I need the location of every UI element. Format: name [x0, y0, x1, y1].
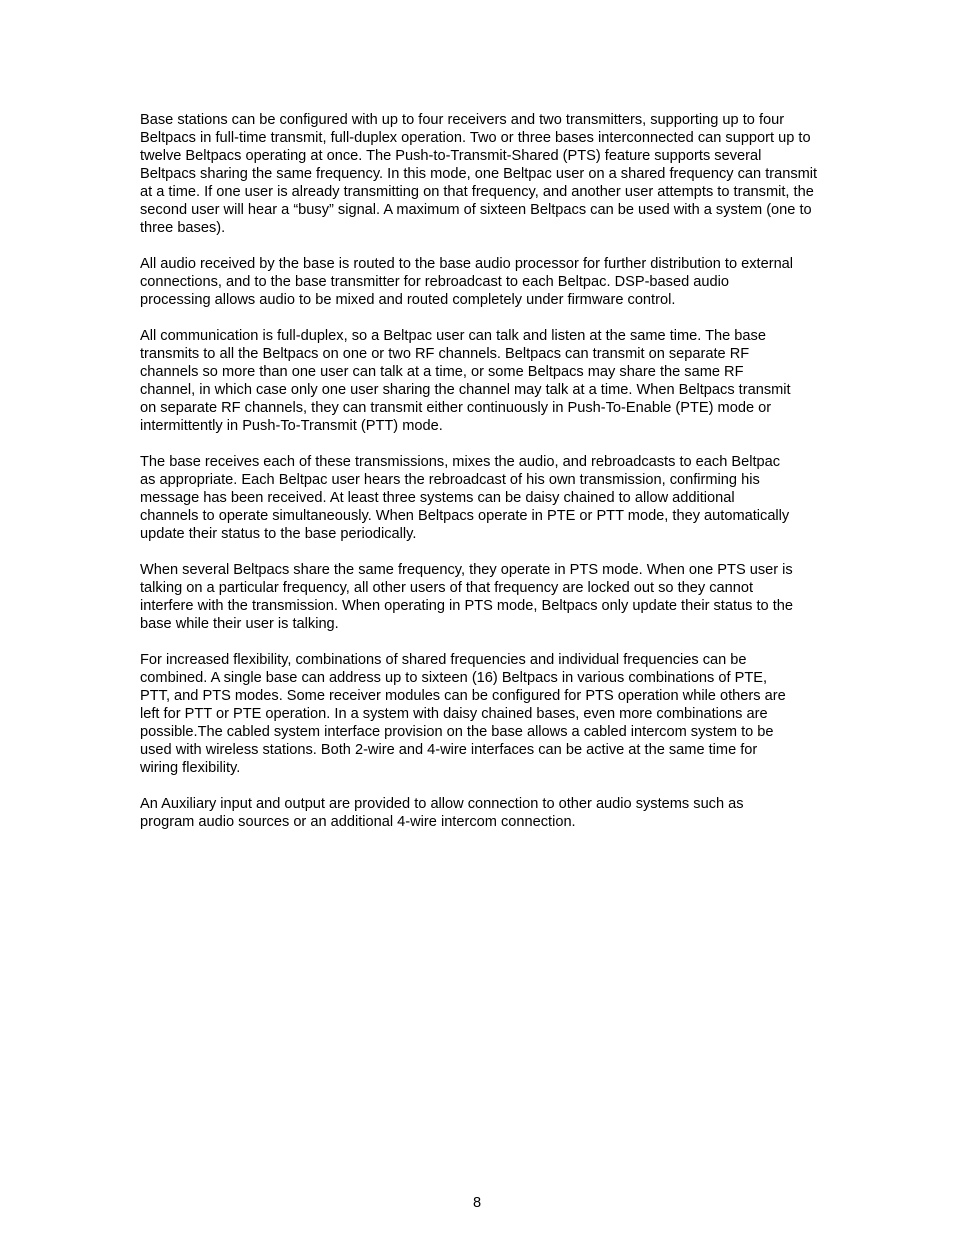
- paragraph-rebroadcast: The base receives each of these transmissions, mixes the audio, and rebroadcasts to each Beltpac as appropriate. Each Beltpac user hears the rebroadcast of his own transmission, confirming his message has been received. At least three systems can be daisy chained to allow additional channels to operate simultaneously. When Beltpacs operate in PTE or PTT mode, they automatically update their status to the base periodically.: [140, 454, 790, 542]
- paragraph-flexibility: For increased flexibility, combinations of shared frequencies and individual frequencies can be combined. A single base can address up to sixteen (16) Beltpacs in various combinations of PTE, PTT, and PTS modes. Some receiver modules can be configured for PTS operation while others are left for PTT or PTE operation. In a system with daisy chained bases, even more combinations are possible.The cabled system interface provision on the base allows a cabled intercom system to be used with wireless stations. Both 2-wire and 4-wire interfaces can be active at the same time for wiring flexibility.: [140, 652, 786, 776]
- paragraph-audio-routing: All audio received by the base is routed to the base audio processor for further distribution to external connections, and to the base transmitter for rebroadcast to each Beltpac. DSP-based audio processing allows audio to be mixed and routed completely under firmware control.: [140, 256, 794, 308]
- document-body: [140, 111, 850, 849]
- paragraph-auxiliary: An Auxiliary input and output are provided to allow connection to other audio systems such as program audio sources or an additional 4-wire intercom connection.: [140, 796, 744, 830]
- page-number: 8: [472, 1195, 482, 1211]
- paragraph-full-duplex: All communication is full-duplex, so a Beltpac user can talk and listen at the same time. The base transmits to all the Beltpacs on one or two RF channels. Beltpacs can transmit on separate RF channels so more than one user can talk at a time, or some Beltpacs may share the same RF channel, in which case only one user sharing the channel may talk at a time. When Beltpacs transmit on separate RF channels, they can transmit either continuously in Push-To-Enable (PTE) mode or intermittently in Push-To-Transmit (PTT) mode.: [140, 328, 791, 434]
- paragraph-pts-mode: When several Beltpacs share the same frequency, they operate in PTS mode. When one PTS user is talking on a particular frequency, all other users of that frequency are locked out so they cannot interfere with the transmission. When operating in PTS mode, Beltpacs only update their status to the base while their user is talking.: [140, 562, 794, 632]
- paragraph-base-stations: Base stations can be configured with up to four receivers and two transmitters, supporting up to four Beltpacs in full-time transmit, full-duplex operation. Two or three bases interconnected can support up to twelve Beltpacs operating at once. The Push-to-Transmit-Shared (PTS) feature supports several Beltpacs sharing the same frequency. In this mode, one Beltpac user on a shared frequency can transmit at a time. If one user is already transmitting on that frequency, and another user attempts to transmit, the second user will hear a “busy” signal. A maximum of sixteen Beltpacs can be used with a system (one to three bases).: [140, 112, 818, 236]
